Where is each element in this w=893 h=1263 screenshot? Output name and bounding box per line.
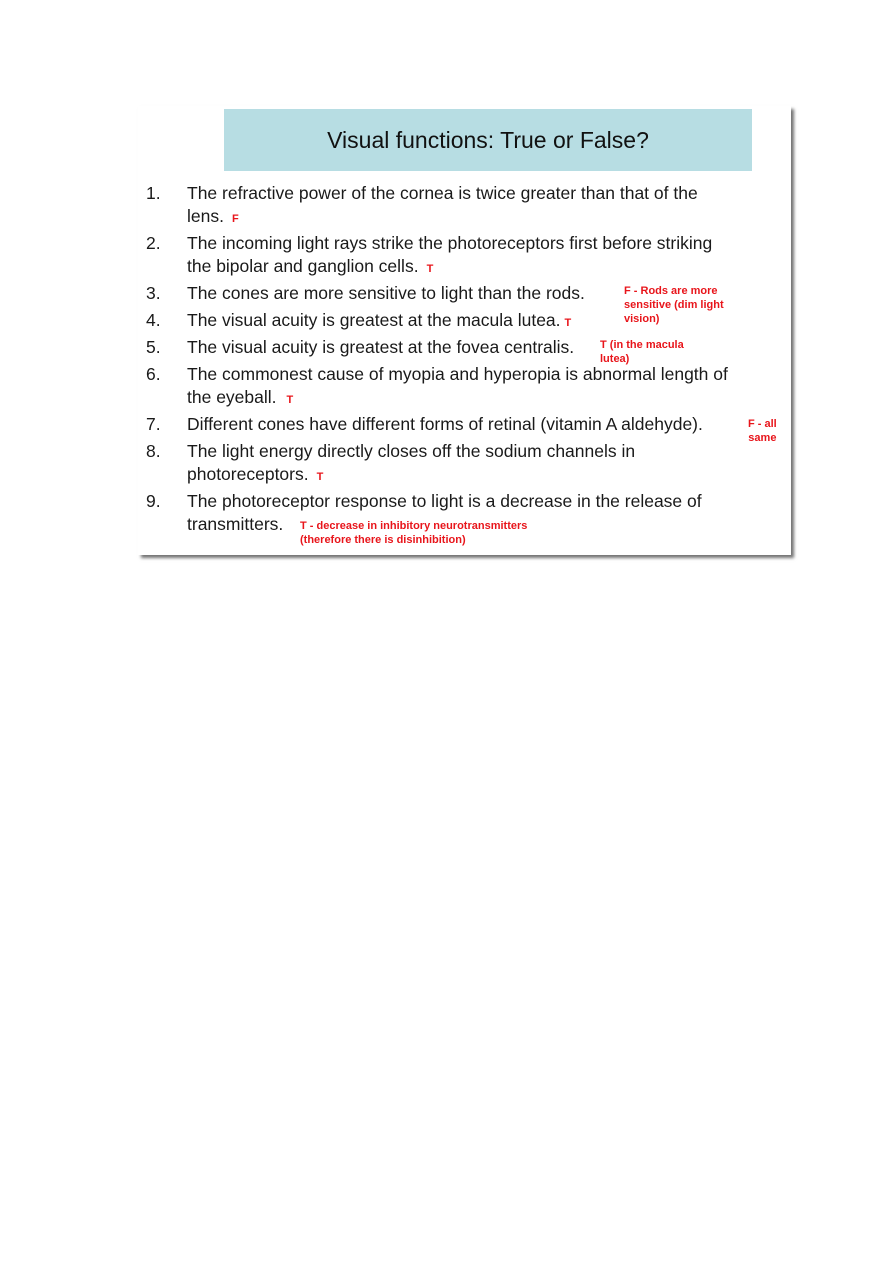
item-number: 9. (146, 491, 161, 511)
item-text: The visual acuity is greatest at the fovea centralis. (187, 337, 575, 357)
item-text: Different cones have different forms of retinal (vitamin A aldehyde). (187, 414, 703, 434)
item-text-continued: the bipolar and ganglion cells. T (187, 256, 434, 276)
slide-title: Visual functions: True or False? (327, 127, 649, 153)
item-text: The light energy directly closes off the sodium channels in (187, 441, 636, 461)
answer-annotation: F - all same (748, 418, 777, 444)
item-text-continued: transmitters. (187, 514, 284, 534)
item-number: 7. (146, 414, 161, 434)
answer-annotation: T (564, 317, 572, 329)
item-text: The cones are more sensitive to light than the rods. (187, 283, 585, 303)
answer-annotation: F - Rods are more sensitive (dim light vision) (624, 285, 724, 325)
answer-annotation: T (286, 394, 294, 406)
item-text-continued: lens. F (187, 206, 239, 226)
item-text: The photoreceptor response to light is a decrease in the release of (187, 491, 702, 511)
item-number: 2. (146, 233, 161, 253)
answer-annotation: T (316, 471, 324, 483)
item-number: 3. (146, 283, 161, 303)
item-text: The visual acuity is greatest at the macula lutea. T (187, 310, 572, 330)
item-number: 4. (146, 310, 161, 330)
item-number: 6. (146, 364, 161, 384)
item-number: 1. (146, 183, 161, 203)
item-text: The commonest cause of myopia and hyperopia is abnormal length of (187, 364, 728, 384)
answer-annotation: F (231, 213, 239, 225)
answer-annotation: T - decrease in inhibitory neurotransmitters (therefore there is disinhibition) (300, 520, 528, 546)
answer-annotation: T (426, 263, 434, 275)
item-text-continued: photoreceptors. T (187, 464, 324, 484)
item-text-continued: the eyeball. T (187, 387, 294, 407)
answer-annotation: T (in the macula lutea) (600, 339, 684, 365)
slide (138, 106, 791, 555)
item-number: 8. (146, 441, 161, 461)
item-text: The refractive power of the cornea is twice greater than that of the (187, 183, 698, 203)
item-text: The incoming light rays strike the photoreceptors first before striking (187, 233, 713, 253)
item-number: 5. (146, 337, 161, 357)
